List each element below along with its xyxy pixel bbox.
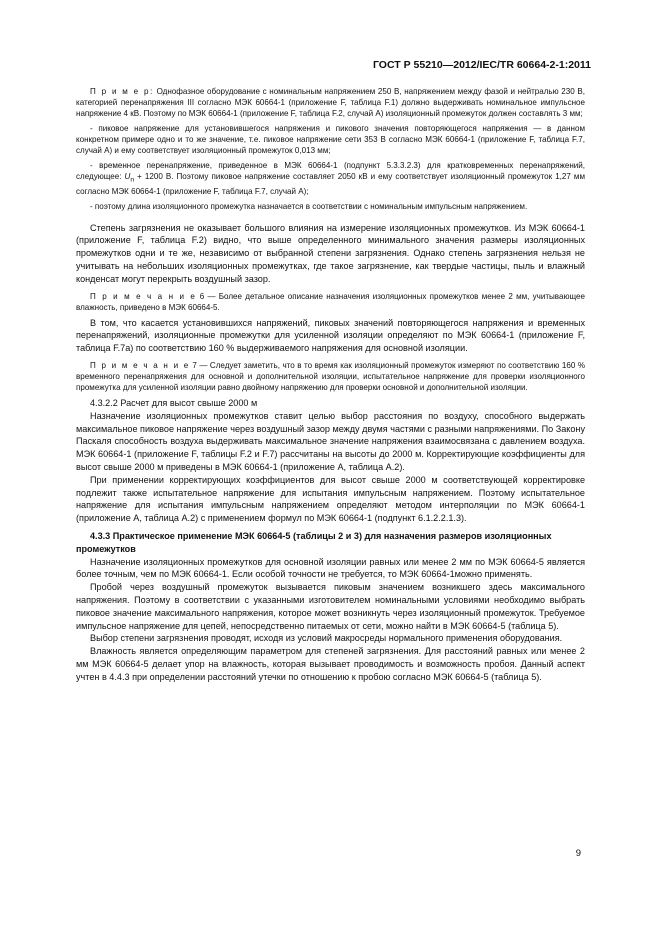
voltage-subscript: n	[130, 176, 135, 184]
section-4-3-3-para-3: Выбор степени загрязнения проводят, исходя из условий макросреды нормального применения оборудования.	[90, 633, 563, 644]
note-7	[76, 360, 585, 393]
example-item-temporary-a: - временное перенапряжение, приведенное в МЭК 60664-1 (подпункт 5.3.3.2.3) для кратковременных перенапряжений, следующее:	[76, 161, 585, 181]
section-4-3-2-2-title: 4.3.2.2 Расчет для высот свыше 2000 м	[90, 397, 258, 408]
note-7-text: 7 — Следует заметить, что в то время как изоляционный промежуток измеряют по соответствию 160 % временного перенапряжения для основной и дополнительной изоляции, испытательное напряжение для проверки изоляционного промежутка для усиленной изоляции равно двойному напряжению для проверки основной и дополнительной изоляции.	[76, 360, 585, 392]
note-6	[76, 291, 585, 313]
voltage-symbol: U	[124, 172, 131, 181]
example-item-conclusion: - поэтому длина изоляционного промежутка назначается в соответствии с номинальным импульсным напряжением.	[90, 201, 528, 211]
section-4-3-2-2-para-2: При применении корректирующих коэффициентов для высот свыше 2000 м соответствующей корректировке подлежит также испытательное напряжение для испытания импульсным напряжением. Поэтому испытательное напряжение для испытания импульсным напряжением определяют методом интерполяции по МЭК 60664-1 (приложение А, таблица А.2) с применением формул по МЭК 60664-1 (подпункт 6.1.2.2.1.3).	[76, 474, 585, 524]
page-content	[76, 86, 585, 684]
section-4-3-3-title	[76, 530, 585, 556]
example-item-temporary	[76, 160, 585, 197]
section-4-3-3-para-2: Пробой через воздушный промежуток вызывается пиковым значением возникшего здесь максимального напряжения. Поэтому в соответствии с указанными изготовителем номинальными условиями необходимо выбрать пиковое значение максимального напряжения, которое может возникнуть через изоляционный промежуток. Требуемое импульсное напряжение для цепей, непосредственно питаемых от сети, можно найти в МЭК 60664-5 (таблица 5).	[76, 582, 585, 631]
note-6-text: 6 — Более детальное описание назначения изоляционных промежутков менее 2 мм, учитывающее влажность, приведено в МЭК 60664-5.	[76, 291, 585, 312]
section-4-3-3-para-1: Назначение изоляционных промежутков для основной изоляции равных или менее 2 мм по МЭК 60664-5 является более точным, чем по МЭК 60664-1. Если особой точности не требуется, то МЭК 60664-1можно применять.	[76, 556, 585, 580]
section-4-3-2-2-para-1: Назначение изоляционных промежутков ставит целью выбор расстояния по воздуху, способного выдержать максимальное пиковое напряжение через воздушный зазор между двумя частями с разными напряжениями. По Закону Паскаля способность воздуха выдерживать максимальное значение напряжения взаимосвязана с давлением воздуха. МЭК 60664-1 (приложение F, таблицы F.2 и F.7) рассчитаны на высоты до 2000 м. Корректирующие коэффициенты для высот свыше 2000 м приведены в МЭК 60664-1 (приложение А, таблица А.2).	[76, 410, 585, 472]
section-4-3-3-para-4: Влажность является определяющим параметром для степеней загрязнения. Для расстояний равных или менее 2 мм МЭК 60664-5 делает упор на влажность, которая вызывает проводимость и возможность пробоя. Данный аспект учтен в 4.4.3 при определении расстояний утечки по отношению к пробою согласно МЭК 60664-5 (таблица 5).	[76, 646, 585, 682]
note-6-label: П р и м е ч а н и е	[90, 291, 197, 301]
document-header: ГОСТ Р 55210—2012/IEC/TR 60664-2-1:2011	[372, 59, 591, 71]
page-number: 9	[575, 848, 581, 859]
example-text: Однофазное оборудование с номинальным напряжением 250 В, напряжением между фазой и нейтралью 230 В, категорией перенапряжения III согласно МЭК 60664-1 (приложение F, таблица F.1) должно выдерживать номинальное импульсное напряжение 4 кВ. Поэтому по МЭК 60664-1 (приложение F, таблица F.2, случай А) изоляционный промежуток должен составлять 3 мм;	[76, 87, 585, 118]
example-paragraph	[76, 86, 585, 119]
example-item-temporary-b: + 1200 В. Поэтому пиковое напряжение составляет 2050 кВ и ему соответствует изоляционный промежуток 1,27 мм согласно МЭК 60664-1 (приложение F, таблица F.7, случай А);	[76, 172, 585, 196]
example-item-peak: - пиковое напряжение для установившегося напряжения и пикового значения повторяющегося напряжения — в данном конкретном примере одно и то же значение, т.е. пиковое напряжение сети 353 В согласно МЭК 60664-1 (приложение F, таблица F.7, случай А) и ему соответствует изоляционный промежуток 0,013 мм;	[76, 124, 585, 155]
example-label: П р и м е р:	[90, 87, 154, 96]
section-4-3-3-title-text: 4.3.3 Практическое применение МЭК 60664-5 (таблицы 2 и 3) для назначения размеров изоляционных промежутков	[76, 530, 552, 554]
reinforced-insulation-paragraph: В том, что касается установившихся напряжений, пиковых значений повторяющегося напряжения и временных перенапряжений, изоляционные промежутки для усиленной изоляции определяют по МЭК 60664-1 (приложение F, таблица F.7a) по соответствию 160 % выдерживаемого напряжения для основной изоляции.	[76, 317, 585, 354]
pollution-paragraph: Степень загрязнения не оказывает большого влияния на измерение изоляционных промежутков. Из МЭК 60664-1 (приложение F, таблица F.2) видно, что выше определенного минимального значения размеры изоляционных промежутков одни и те же, независимо от выбранной степени загрязнения. Однако степень загрязнения нельзя не учитывать на небольших изоляционных промежутках, где такое загрязнение, как твердые частицы, пыль и влажный конденсат могут перекрыть воздушный зазор.	[76, 222, 585, 284]
note-7-label: П р и м е ч а н и е	[90, 360, 190, 370]
